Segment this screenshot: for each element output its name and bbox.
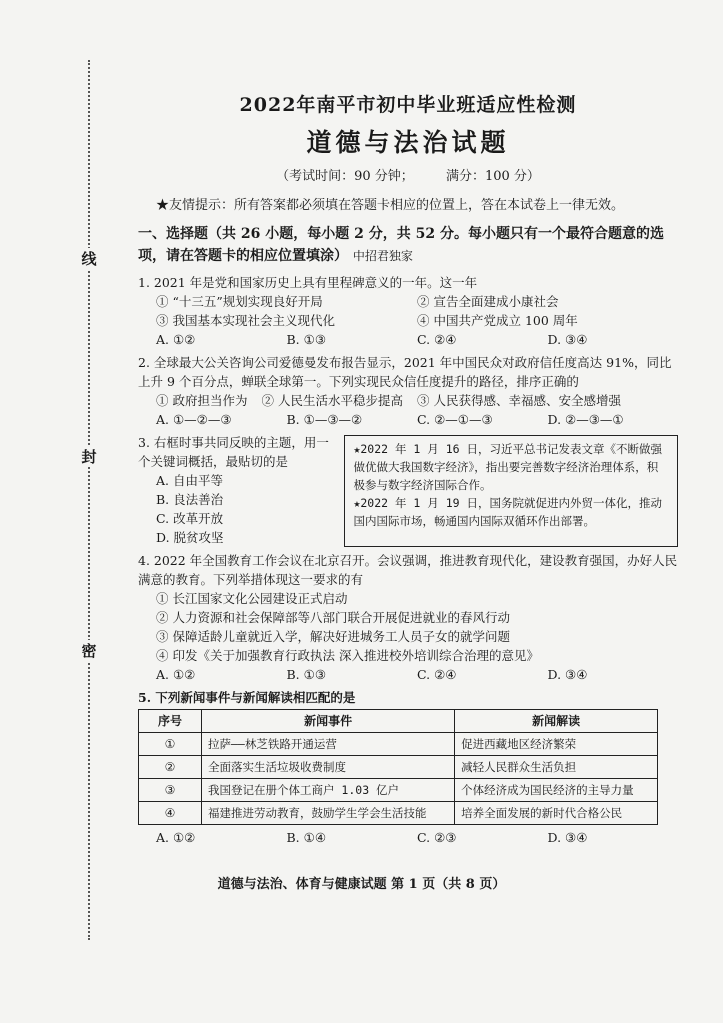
section-heading-text: 一、选择题（共 26 小题，每小题 2 分，共 52 分。每小题只有一个最符合题意的选项，请在答题卡的相应位置填涂） (138, 226, 664, 264)
choice-c: C. ②③ (417, 830, 457, 845)
option-item: ② 宣告全面建成小康社会 (417, 294, 559, 309)
question-3-stem: 3. 右框时事共同反映的主题，用一个关键词概括，最贴切的是 (138, 435, 329, 469)
question-2 (138, 353, 678, 429)
question-4 (138, 551, 678, 684)
question-2-options (138, 391, 678, 410)
binding-dotted-line (88, 60, 90, 940)
option-item: ② 人力资源和社会保障部等八部门联合开展促进就业的春风行动 (156, 610, 510, 625)
header-index: 序号 (139, 710, 202, 733)
choice-d: D. ②—③—① (547, 412, 624, 427)
row-index: ① (139, 733, 202, 756)
question-1 (138, 273, 678, 349)
binding-char-mi: 密 (76, 640, 102, 661)
choice-c: C. ②④ (417, 667, 457, 682)
exam-time: （考试时间：90 分钟； (276, 169, 414, 184)
binding-char-feng: 封 (76, 446, 102, 467)
table-row (139, 756, 658, 779)
section-heading-note: 中招君独家 (352, 249, 413, 263)
binding-char-xian: 线 (76, 248, 102, 269)
exam-score: 满分：100 分） (445, 169, 540, 184)
question-3 (138, 433, 678, 547)
table-row (139, 733, 658, 756)
choice-b: B. 良法善治 (156, 492, 224, 507)
friendly-reminder: ★友情提示：所有答案都必须填在答题卡相应的位置上，答在本试卷上一律无效。 (156, 198, 625, 213)
choice-a: A. 自由平等 (156, 473, 223, 488)
choice-d: D. ③④ (547, 332, 588, 347)
choice-b: B. ①③ (286, 332, 327, 347)
choice-a: A. ①② (156, 667, 196, 682)
choice-d: D. ③④ (547, 830, 588, 845)
table-row (139, 779, 658, 802)
question-2-stem: 2. 全球最大公关咨询公司爱德曼发布报告显示，2021 年中国民众对政府信任度高达 91%，同比上升 9 个百分点，蝉联全球第一。下列实现民众信任度提升的路径，排序正确的 (138, 355, 672, 389)
subject-title: 道德与法治试题 (306, 128, 510, 157)
row-index: ④ (139, 802, 202, 825)
news-box-item: ★2022 年 1 月 19 日，国务院就促进内外贸一体化，推动国内国际市场，畅通国内国际双循环作出部署。 (353, 496, 662, 528)
row-event: 我国登记在册个体工商户 1.03 亿户 (202, 779, 455, 802)
exam-info (138, 165, 678, 184)
header-event: 新闻事件 (202, 710, 455, 733)
question-2-choices (138, 410, 678, 429)
choice-d: D. 脱贫攻坚 (156, 530, 224, 545)
page-footer: 道德与法治、体育与健康试题 第 1 页（共 8 页） (217, 877, 506, 892)
section-heading (138, 223, 678, 267)
exam-title: 2022年南平市初中毕业班适应性检测 (239, 94, 577, 116)
choice-c: C. ②④ (417, 332, 457, 347)
option-item: ③ 保障适龄儿童就近入学，解决好进城务工人员子女的就学问题 (156, 629, 510, 644)
row-index: ② (139, 756, 202, 779)
choice-c: C. 改革开放 (156, 511, 224, 526)
header-interpretation: 新闻解读 (455, 710, 658, 733)
question-4-stem: 4. 2022 年全国教育工作会议在北京召开。会议强调，推进教育现代化，建设教育强国，办好人民满意的教育。下列举措体现这一要求的有 (138, 553, 678, 587)
question-4-choices (138, 665, 678, 684)
question-3-news-box (344, 435, 678, 547)
option-item: ④ 中国共产党成立 100 周年 (417, 313, 578, 328)
table-row (139, 802, 658, 825)
choice-b: B. ①—③—② (286, 412, 363, 427)
choice-a: A. ①② (156, 332, 196, 347)
choice-a: A. ①—②—③ (156, 412, 232, 427)
choice-c: C. ②—①—③ (417, 412, 493, 427)
question-1-choices (138, 330, 678, 349)
row-event: 拉萨——林芝铁路开通运营 (202, 733, 455, 756)
news-box-item: ★2022 年 1 月 16 日，习近平总书记发表文章《不断做强做优做大我国数字经济》，指出要完善数字经济治理体系，积极参与数字经济国际合作。 (353, 442, 662, 492)
choice-b: B. ①③ (286, 667, 327, 682)
news-table (138, 709, 658, 825)
question-5 (138, 688, 678, 847)
row-interpretation: 培养全面发展的新时代合格公民 (455, 802, 658, 825)
option-item: ② 人民生活水平稳步提高 (261, 393, 403, 408)
option-item: ① 长江国家文化公园建设正式启动 (156, 591, 348, 606)
row-interpretation: 促进西藏地区经济繁荣 (455, 733, 658, 756)
choice-a: A. ①② (156, 830, 196, 845)
exam-page (138, 86, 678, 851)
option-item: ④ 印发《关于加强教育行政执法 深入推进校外培训综合治理的意见》 (156, 648, 539, 663)
choice-d: D. ③④ (547, 667, 588, 682)
table-header-row (139, 710, 658, 733)
question-5-stem: 5. 下列新闻事件与新闻解读相匹配的是 (138, 690, 356, 705)
option-item: ③ 我国基本实现社会主义现代化 (156, 313, 335, 328)
row-index: ③ (139, 779, 202, 802)
question-5-choices (138, 828, 678, 847)
question-3-left (138, 433, 336, 547)
question-1-stem: 1. 2021 年是党和国家历史上具有里程碑意义的一年。这一年 (138, 275, 478, 290)
option-item: ① 政府担当作为 (156, 393, 248, 408)
question-4-options (138, 589, 678, 665)
question-3-choices (138, 471, 336, 547)
row-event: 福建推进劳动教育，鼓励学生学会生活技能 (202, 802, 455, 825)
option-item: ① “十三五”规划实现良好开局 (156, 294, 323, 309)
row-interpretation: 个体经济成为国民经济的主导力量 (455, 779, 658, 802)
option-item: ③ 人民获得感、幸福感、安全感增强 (416, 393, 621, 408)
question-1-options (138, 292, 678, 330)
choice-b: B. ①④ (286, 830, 327, 845)
row-interpretation: 减轻人民群众生活负担 (455, 756, 658, 779)
row-event: 全面落实生活垃圾收费制度 (202, 756, 455, 779)
